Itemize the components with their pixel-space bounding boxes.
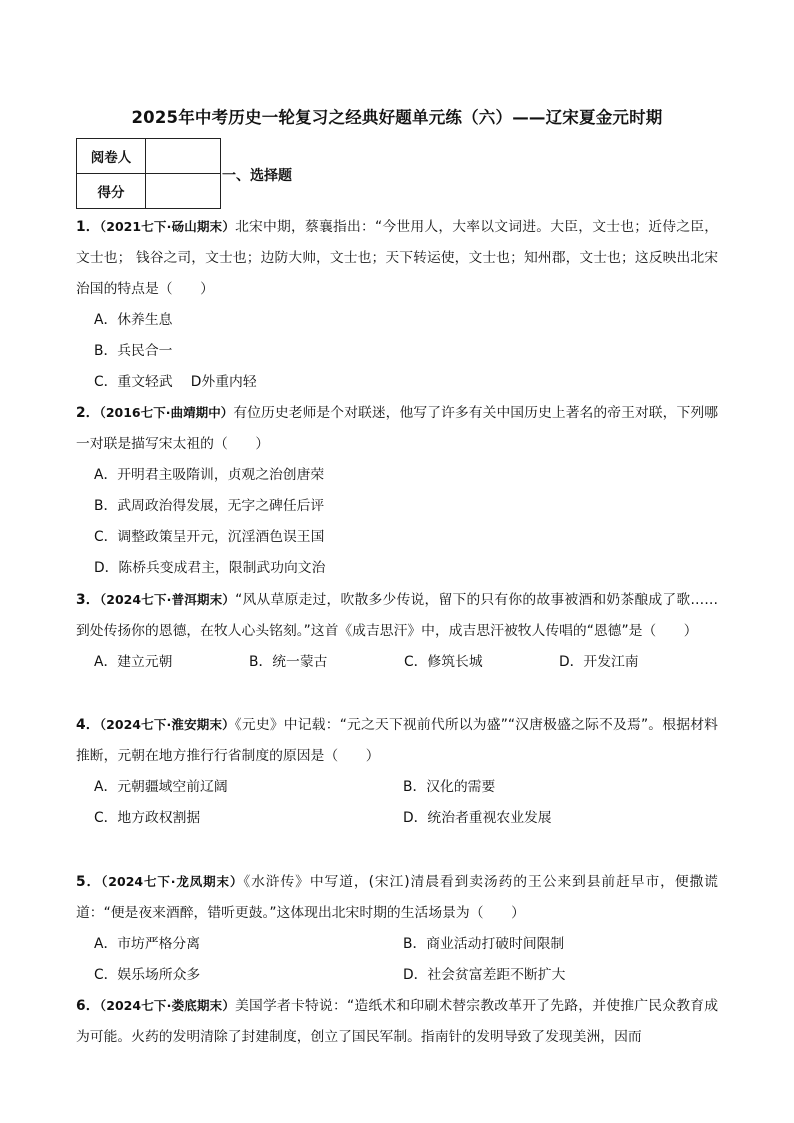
option-a[interactable]: A．休养生息 — [94, 312, 173, 328]
question-source: （2024七下·普洱期末） — [99, 592, 236, 607]
question-2 — [76, 397, 718, 584]
option-d[interactable]: D．开发江南 — [559, 654, 639, 670]
option-a[interactable]: A．元朝疆域空前辽阔 — [94, 779, 228, 795]
score-table — [76, 138, 221, 209]
question-stem — [76, 990, 718, 1053]
option-a[interactable]: A．市坊严格分离 — [94, 936, 201, 952]
option-a[interactable]: A．开明君主吸隋训，贞观之治创唐荣 — [94, 467, 325, 483]
score-label: 得分 — [77, 174, 146, 209]
option-b[interactable]: B．武周政治得发展，无字之碑任后评 — [94, 498, 325, 514]
option-b[interactable]: B．统一蒙古 — [249, 654, 328, 670]
option-c[interactable]: C．娱乐场所众多 — [94, 967, 201, 983]
option-a[interactable]: A．建立元朝 — [94, 654, 173, 670]
question-text: “风从草原走过，吹散多少传说，留下的只有你的故事被酒和奶茶酿成了歌……到处传扬你的恩德，在牧人心头铭刻。”这首《成吉思汗》中，成吉思汗被牧人传唱的“恩德”是（ ） — [76, 592, 718, 639]
option-b[interactable]: B．商业活动打破时间限制 — [403, 936, 565, 952]
question-3 — [76, 584, 718, 678]
question-4 — [76, 709, 718, 834]
question-text: 《元史》中记载：“元之天下视前代所以为盛”“汉唐极盛之际不及焉”。根据材料推断，元朝在地方推行行省制度的原因是（ ） — [76, 717, 718, 764]
question-source: （2021七下·砀山期末） — [99, 219, 236, 234]
question-text: 北宋中期，蔡襄指出：“今世用人，大率以文词进。大臣，文士也；近侍之臣，文士也； 钱谷之司，文士也；边防大帅，文士也；天下转运使，文士也；知州郡，文士也；这反映出北宋治国的特点是（ ） — [76, 219, 718, 297]
question-number: 4． — [76, 717, 100, 733]
option-d[interactable]: D．统治者重视农业发展 — [403, 810, 552, 826]
question-number: 6． — [76, 998, 100, 1014]
score-field[interactable] — [146, 174, 221, 209]
question-text: 《水浒传》中写道，(宋江)清晨看到卖汤药的王公来到县前赶早市，便撒谎道：“便是夜来酒醉，错听更鼓。”这体现出北宋时期的生活场景为（ ） — [76, 874, 718, 921]
options-row — [76, 960, 718, 991]
question-source: （2016七下·曲靖期中） — [99, 405, 234, 420]
question-text: 有位历史老师是个对联迷，他写了许多有关中国历史上著名的帝王对联，下列哪一对联是描写宋太祖的（ ） — [76, 405, 718, 452]
question-source: （2024七下·淮安期末） — [99, 717, 235, 732]
options-row — [76, 647, 718, 678]
question-stem — [76, 584, 718, 647]
option-b[interactable]: B．汉化的需要 — [403, 779, 496, 795]
question-stem — [76, 397, 718, 460]
question-stem — [76, 211, 718, 305]
section-heading: 一、选择题 — [222, 168, 292, 184]
page-title: 2025年中考历史一轮复习之经典好题单元练（六）——辽宋夏金元时期 — [131, 108, 663, 127]
question-number: 2． — [76, 405, 100, 421]
question-number: 1． — [76, 219, 100, 235]
question-6 — [76, 990, 718, 1053]
question-stem — [76, 709, 718, 772]
question-source: （2024七下·娄底期末） — [99, 998, 236, 1013]
question-source: （2024七下·龙凤期末） — [101, 874, 244, 889]
option-c-d[interactable]: C．重文轻武 D外重内轻 — [94, 374, 257, 390]
options-row — [76, 772, 718, 803]
question-text: 美国学者卡特说：“造纸术和印刷术替宗教改革开了先路，并使推广民众教育成为可能。火药的发明清除了封建制度，创立了国民军制。指南针的发明导致了发现美洲，因而 — [76, 998, 718, 1045]
question-5 — [76, 866, 718, 991]
option-c[interactable]: C．调整政策呈开元，沉淫酒色误王国 — [94, 529, 325, 545]
option-d[interactable]: D．社会贫富差距不断扩大 — [403, 967, 566, 983]
question-stem — [76, 866, 718, 929]
option-d[interactable]: D．陈桥兵变成君主，限制武功向文治 — [94, 560, 326, 576]
question-1 — [76, 211, 718, 398]
reviewer-label: 阅卷人 — [77, 139, 146, 174]
option-c[interactable]: C．修筑长城 — [404, 654, 483, 670]
options-row — [76, 929, 718, 960]
option-b[interactable]: B．兵民合一 — [94, 343, 173, 359]
options-row — [76, 803, 718, 834]
question-number: 5． — [76, 874, 102, 890]
question-number: 3． — [76, 592, 100, 608]
option-c[interactable]: C．地方政权割据 — [94, 810, 201, 826]
reviewer-field[interactable] — [146, 139, 221, 174]
